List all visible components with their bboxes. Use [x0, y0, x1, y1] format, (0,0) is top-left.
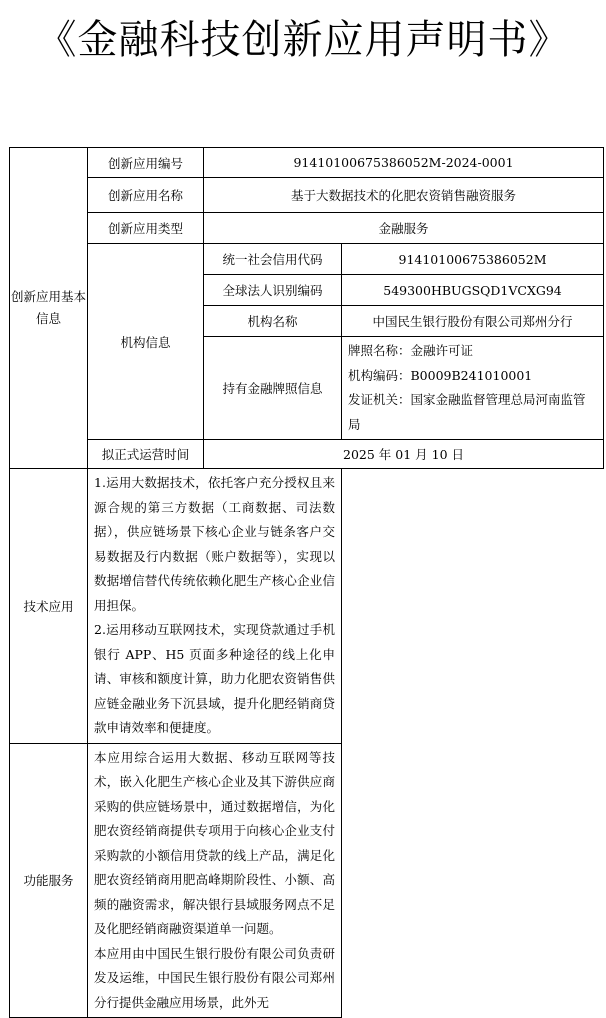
tech-paragraph: 2.运用移动互联网技术，实现贷款通过手机银行 APP、H5 页面多种途径的线上化申请、审核和额度计算，助力化肥农资销售供应链金融业务下沉县域，提升化肥经销商贷款申请效率和便捷度。 [94, 622, 335, 735]
app-type-label: 创新应用类型 [88, 213, 204, 244]
tech-content [88, 469, 342, 744]
declaration-table [9, 147, 604, 1018]
license-info [342, 337, 604, 440]
function-paragraph: 本应用综合运用大数据、移动互联网等技术，嵌入化肥生产核心企业及其下游供应商采购的供应链场景中，通过数据增信，为化肥农资经销商提供专项用于向核心企业支付采购款的小额信用贷款的线上产品，满足化肥农资经销商用肥高峰期阶段性、小额、高频的融资需求，解决银行县域服务网点不足及化肥经销商融资渠道单一问题。 [94, 749, 335, 936]
row-app-type [10, 213, 604, 244]
section-label: 创新应用基本信息 [10, 148, 88, 469]
row-launch-time [10, 440, 604, 469]
function-label: 功能服务 [10, 743, 88, 1018]
app-number-label: 创新应用编号 [88, 148, 204, 178]
tech-label: 技术应用 [10, 469, 88, 744]
lei-value: 549300HBUGSQD1VCXG94 [342, 275, 604, 306]
credit-code-value: 91410100675386052M [342, 244, 604, 275]
document-title: 《金融科技创新应用声明书》 [36, 17, 570, 63]
license-line: 机构编码：B0009B241010001 [348, 367, 533, 383]
row-credit-code [10, 244, 604, 275]
license-label: 持有金融牌照信息 [204, 337, 342, 440]
credit-code-label: 统一社会信用代码 [204, 244, 342, 275]
institution-name-value: 中国民生银行股份有限公司郑州分行 [342, 306, 604, 337]
launch-time-value: 2025 年 01 月 10 日 [204, 440, 604, 469]
app-number-value: 91410100675386052M-2024-0001 [204, 148, 604, 178]
function-content [88, 743, 342, 1018]
app-name-label: 创新应用名称 [88, 178, 204, 213]
row-tech [10, 469, 604, 744]
function-paragraph: 本应用由中国民生银行股份有限公司负责研发及运维，中国民生银行股份有限公司郑州分行提供金融应用场景，此外无 [94, 945, 335, 1010]
row-app-name [10, 178, 604, 213]
launch-time-label: 拟正式运营时间 [88, 440, 204, 469]
license-line: 牌照名称：金融许可证 [348, 343, 474, 358]
institution-label: 机构信息 [88, 244, 204, 440]
row-function [10, 743, 604, 1018]
app-type-value: 金融服务 [204, 213, 604, 244]
tech-paragraph: 1.运用大数据技术，依托客户充分授权且来源合规的第三方数据（工商数据、司法数据），供应链场景下核心企业与链条客户交易数据及行内数据（账户数据等），实现以数据增信替代传统依赖化肥生产核心企业信用担保。 [94, 475, 335, 613]
app-name-value: 基于大数据技术的化肥农资销售融资服务 [204, 178, 604, 213]
institution-name-label: 机构名称 [204, 306, 342, 337]
row-app-number [10, 148, 604, 178]
lei-label: 全球法人识别编码 [204, 275, 342, 306]
license-line: 发证机关：国家金融监督管理总局河南监管局 [348, 392, 586, 432]
